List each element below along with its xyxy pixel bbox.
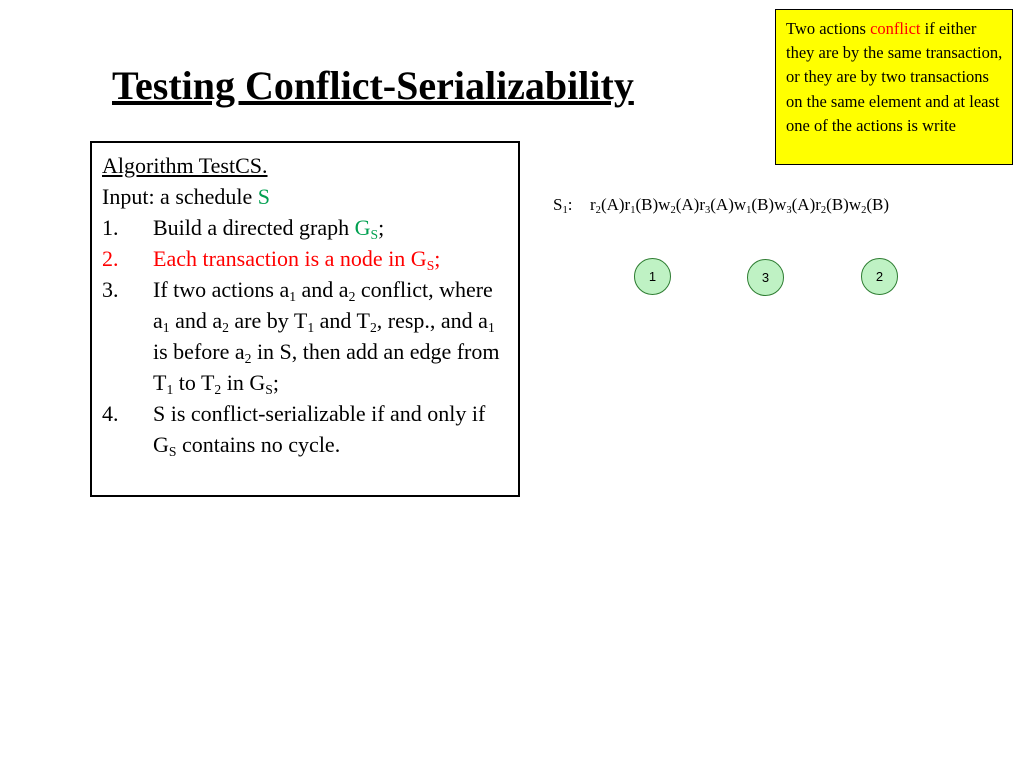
schedule-label: $S_1$: — [553, 195, 573, 217]
schedule-op: $w_2(B)$ — [848, 195, 890, 217]
step-text: Each transaction is a node in $G_S$; — [153, 246, 441, 274]
schedule-op: $r_2(B)$ — [815, 195, 849, 217]
step-text: S is conflict-serializable if and only if $G_S$ contains no cycle. — [153, 401, 486, 460]
schedule-s1 — [553, 195, 889, 215]
algorithm-step-2 — [102, 243, 518, 274]
note-text-prefix: Two actions — [786, 19, 871, 38]
schedule-op: $r_2(A)$ — [590, 195, 625, 217]
algorithm-input — [102, 181, 518, 212]
step-number: 4. — [102, 401, 119, 426]
step-number: 3. — [102, 277, 119, 302]
schedule-op: $w_3(A)$ — [774, 195, 816, 217]
schedule-op: $r_3(A)$ — [699, 195, 734, 217]
graph-node-1: 1 — [634, 258, 671, 295]
step-number: 2. — [102, 246, 119, 271]
schedule-op: $w_1(B)$ — [733, 195, 775, 217]
algorithm-step-1 — [102, 212, 518, 243]
note-conflict-keyword: conflict — [870, 19, 921, 38]
slide-title: Testing Conflict-Serializability — [112, 63, 634, 108]
schedule-ops — [590, 195, 890, 217]
algorithm-step-4 — [102, 398, 518, 460]
graph-node-3: 3 — [747, 259, 784, 296]
step-number: 1. — [102, 215, 119, 240]
step-text: If two actions $a_1$ and $a_2$ conflict, where $a_1$ and $a_2$ are by $T_1$ and $T_2$, resp., and $a_1$ is before $a_2$ in S, then add an edge from $T_1$ to $T_2$ in $G_S$; — [153, 277, 500, 398]
conflict-definition-note — [775, 9, 1013, 165]
algorithm-step-3 — [102, 274, 518, 398]
input-schedule-var: S — [257, 184, 271, 209]
graph-node-2: 2 — [861, 258, 898, 295]
algorithm-heading: Algorithm TestCS. — [102, 153, 268, 178]
input-label: Input: a schedule — [102, 184, 258, 209]
schedule-op: $w_2(A)$ — [658, 195, 700, 217]
note-text-rest: if either they are by the same transaction, or they are by two transactions on the same element and at least one of the actions is write — [786, 19, 1003, 135]
step-text: Build a directed graph $G_S$; — [153, 215, 385, 243]
algorithm-box — [90, 141, 520, 497]
schedule-op: $r_1(B)$ — [624, 195, 659, 217]
